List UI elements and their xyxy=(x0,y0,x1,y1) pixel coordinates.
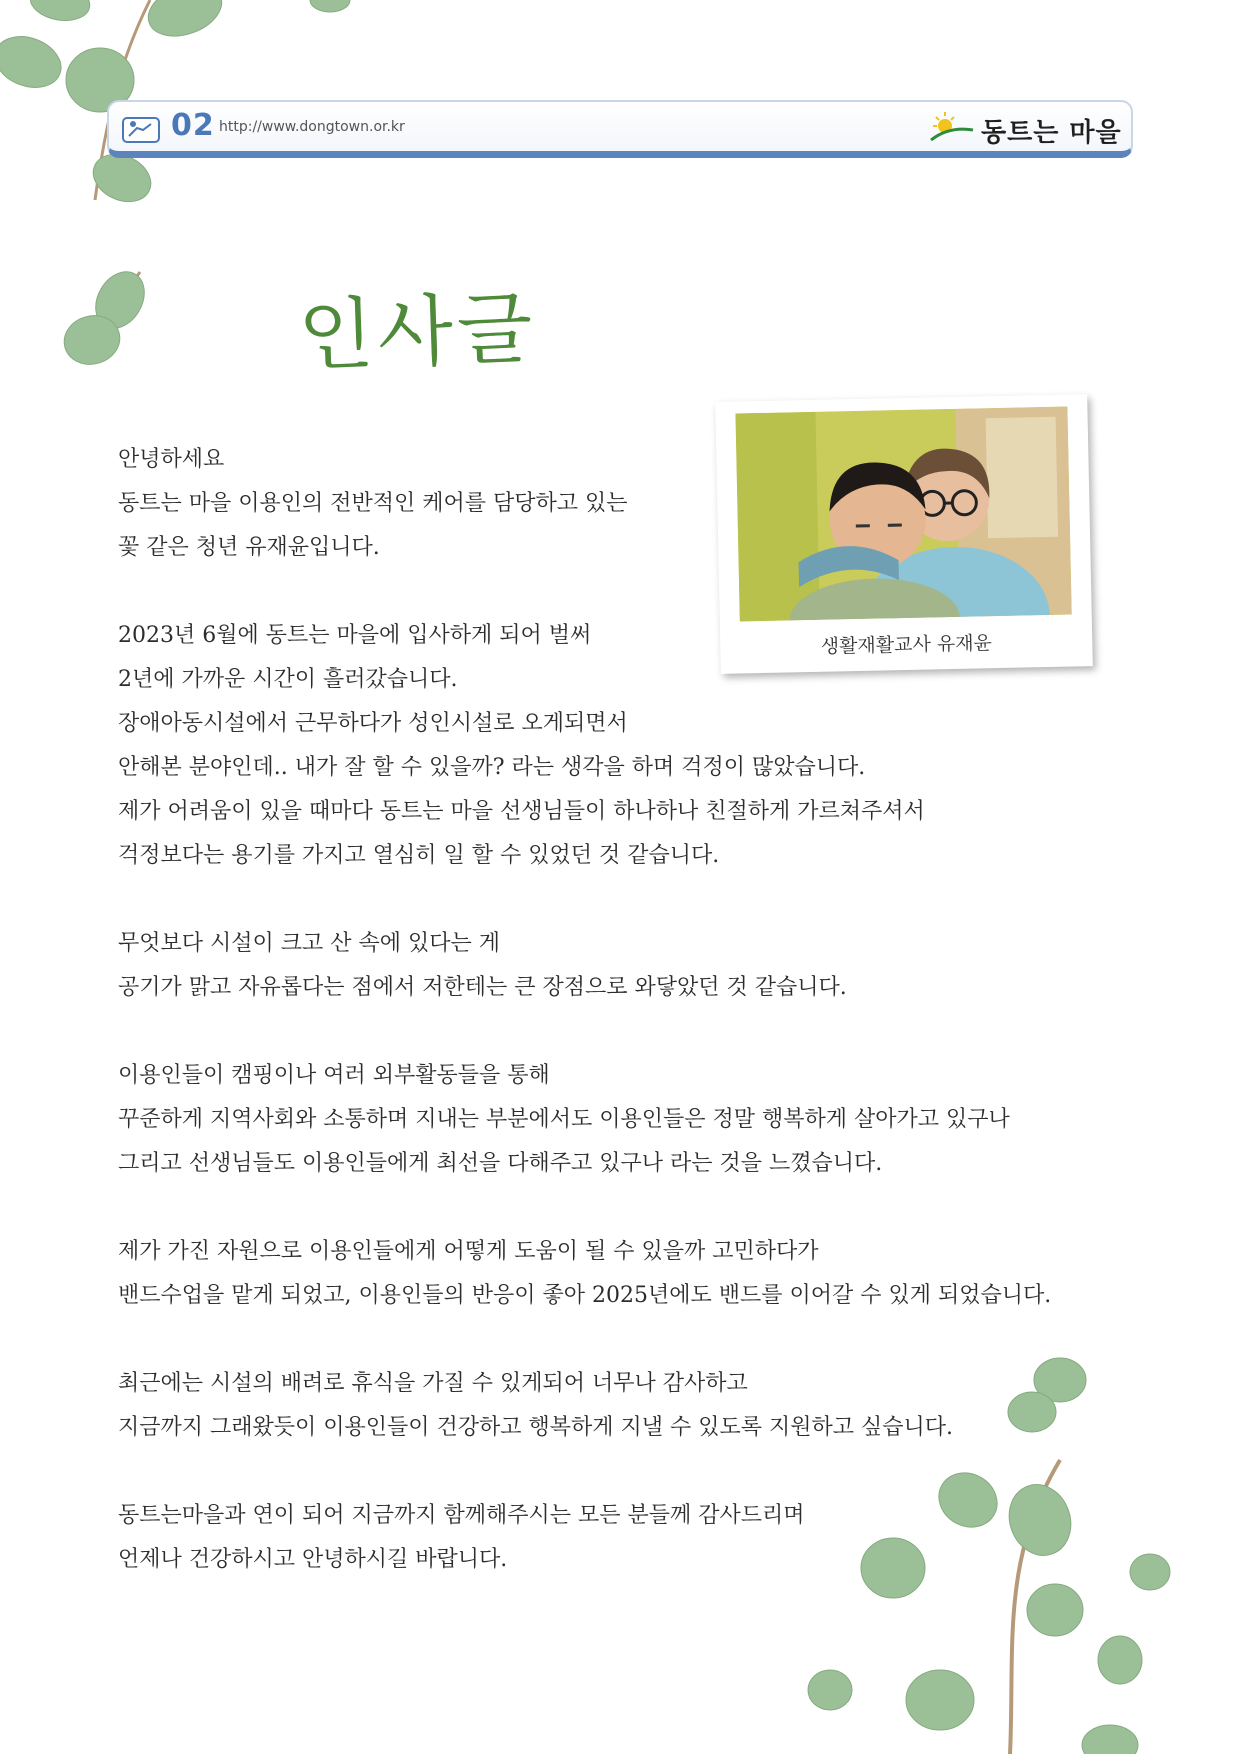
letter-line: 꾸준하게 지역사회와 소통하며 지내는 부분에서도 이용인들은 정말 행복하게 살아가고 있구나 xyxy=(118,1107,1010,1132)
sun-icon xyxy=(929,108,977,148)
dongtown-logo xyxy=(929,106,1122,150)
letter-line: 안해본 분야인데.. 내가 잘 할 수 있을까? 라는 생각을 하며 걱정이 많았습니다. xyxy=(118,755,866,780)
paragraph-gap xyxy=(118,1450,1098,1494)
hand-icon xyxy=(121,112,161,146)
header-bar xyxy=(107,100,1133,158)
letter-line: 2년에 가까운 시간이 흘러갔습니다. xyxy=(118,667,458,692)
letter-line: 안녕하세요 xyxy=(118,447,225,472)
letter-line: 제가 가진 자원으로 이용인들에게 어떻게 도움이 될 수 있을까 고민하다가 xyxy=(118,1239,819,1264)
letter-line: 동트는 마을 이용인의 전반적인 케어를 담당하고 있는 xyxy=(118,491,628,516)
letter-line: 무엇보다 시설이 크고 산 속에 있다는 게 xyxy=(118,931,500,956)
paragraph-gap xyxy=(118,1318,1098,1362)
paragraph-gap xyxy=(118,570,1098,614)
letter-line: 이용인들이 캠핑이나 여러 외부활동들을 통해 xyxy=(118,1063,550,1088)
page-number: 02 xyxy=(171,108,215,143)
letter-line: 걱정보다는 용기를 가지고 열심히 일 할 수 있었던 것 같습니다. xyxy=(118,843,720,868)
letter-line: 공기가 맑고 자유롭다는 점에서 저한테는 큰 장점으로 와닿았던 것 같습니다. xyxy=(118,975,847,1000)
letter-line: 제가 어려움이 있을 때마다 동트는 마을 선생님들이 하나하나 친절하게 가르쳐주셔서 xyxy=(118,799,925,824)
letter-line: 언제나 건강하시고 안녕하시길 바랍니다. xyxy=(118,1547,508,1572)
photo-caption: 생활재활교사 유재윤 xyxy=(820,632,993,658)
paragraph-gap xyxy=(118,1186,1098,1230)
letter-line: 꽃 같은 청년 유재윤입니다. xyxy=(118,535,380,560)
letter-line: 최근에는 시설의 배려로 휴식을 가질 수 있게되어 너무나 감사하고 xyxy=(118,1371,748,1396)
letter-line: 장애아동시설에서 근무하다가 성인시설로 오게되면서 xyxy=(118,711,628,736)
logo-text: 동트는 마을 xyxy=(981,118,1122,148)
paragraph-gap xyxy=(118,1010,1098,1054)
page-title: 인사글 xyxy=(296,283,538,383)
letter-line: 지금까지 그래왔듯이 이용인들이 건강하고 행복하게 지낼 수 있도록 지원하고 싶습니다. xyxy=(118,1415,954,1440)
site-url[interactable]: http://www.dongtown.or.kr xyxy=(219,119,405,135)
letter-line: 밴드수업을 맡게 되었고, 이용인들의 반응이 좋아 2025년에도 밴드를 이어갈 수 있게 되었습니다. xyxy=(118,1283,1052,1308)
letter-line: 동트는마을과 연이 되어 지금까지 함께해주시는 모든 분들께 감사드리며 xyxy=(118,1503,805,1528)
letter-line: 2023년 6월에 동트는 마을에 입사하게 되어 벌써 xyxy=(118,623,592,648)
letter-line: 그리고 선생님들도 이용인들에게 최선을 다해주고 있구나 라는 것을 느꼈습니다. xyxy=(118,1151,883,1176)
paragraph-gap xyxy=(118,878,1098,922)
greeting-letter xyxy=(118,438,1098,1582)
